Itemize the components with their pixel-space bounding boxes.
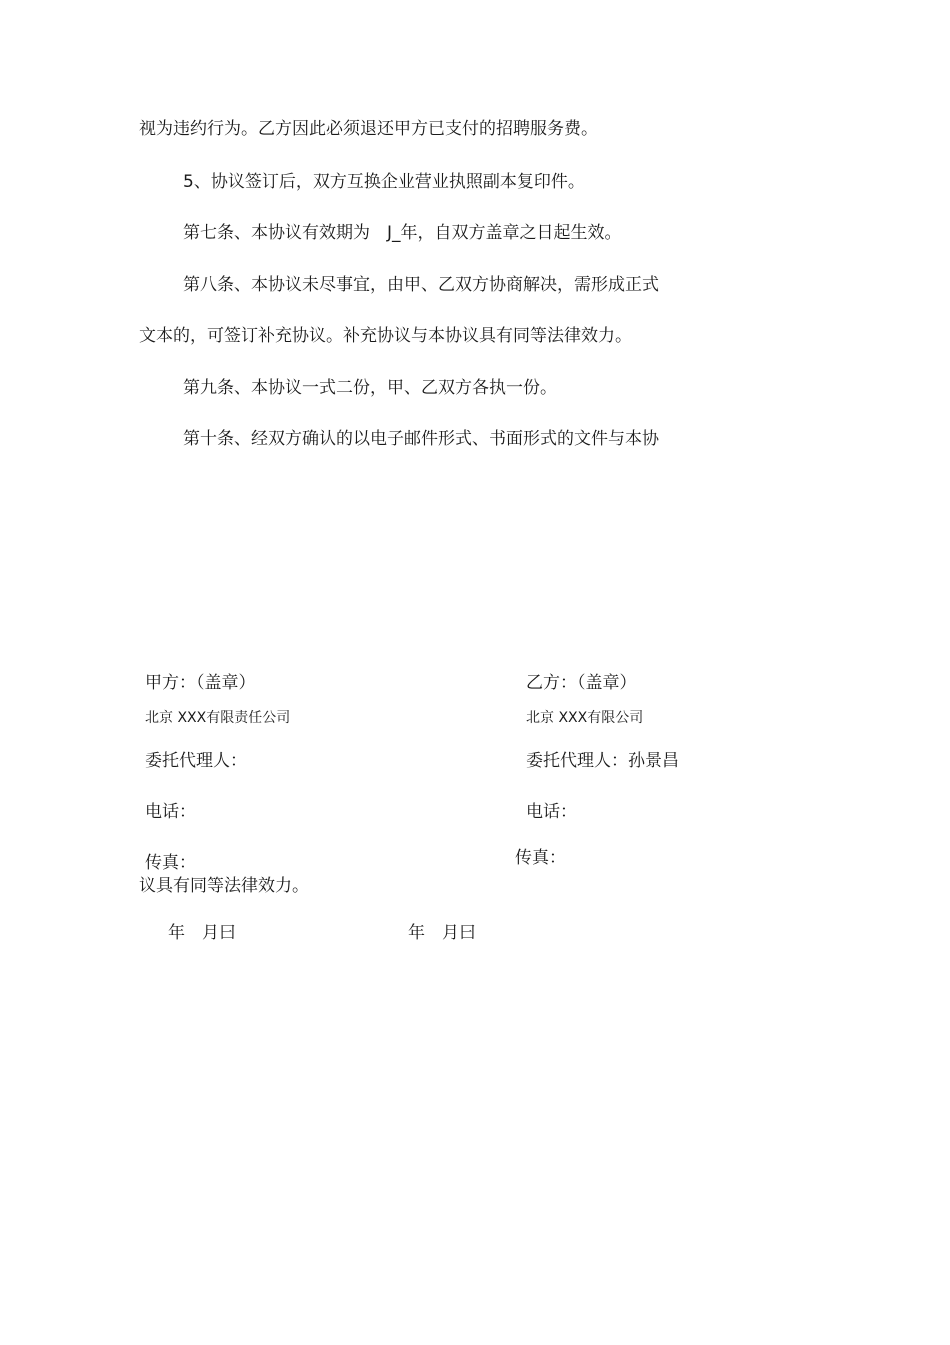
paragraph-2: 5、协议签订后，双方互换企业营业执照副本复印件。 [183, 172, 585, 192]
continuation-text: 议具有同等法律效力。 [139, 876, 309, 896]
party-b-fax: 传真： [515, 848, 566, 868]
paragraph-5: 文本的，可签订补充协议。补充协议与本协议具有同等法律效力。 [139, 326, 632, 346]
party-a-agent: 委托代理人： [145, 751, 247, 771]
party-b-agent: 委托代理人：孙景昌 [526, 751, 679, 771]
paragraph-1: 视为违约行为。乙方因此必须退还甲方已支付的招聘服务费。 [139, 119, 598, 139]
party-a-phone: 电话： [145, 802, 196, 822]
party-b-label: 乙方：（盖章） [526, 673, 637, 693]
date-party-b: 年 月曰 [408, 923, 476, 943]
paragraph-6: 第九条、本协议一式二份，甲、乙双方各执一份。 [183, 378, 557, 398]
party-a-company: 北京 XXX有限责任公司 [145, 710, 291, 726]
paragraph-3: 第七条、本协议有效期为 J_年，自双方盖章之日起生效。 [183, 223, 622, 243]
party-a-fax: 传真： [145, 853, 196, 873]
paragraph-7: 第十条、经双方确认的以电子邮件形式、书面形式的文件与本协 [183, 429, 659, 449]
party-b-company: 北京 XXX有限公司 [526, 710, 644, 726]
party-b-phone: 电话： [526, 802, 577, 822]
paragraph-4: 第八条、本协议未尽事宜，由甲、乙双方协商解决，需形成正式 [183, 275, 659, 295]
date-party-a: 年 月曰 [168, 923, 236, 943]
party-a-label: 甲方：（盖章） [145, 673, 256, 693]
